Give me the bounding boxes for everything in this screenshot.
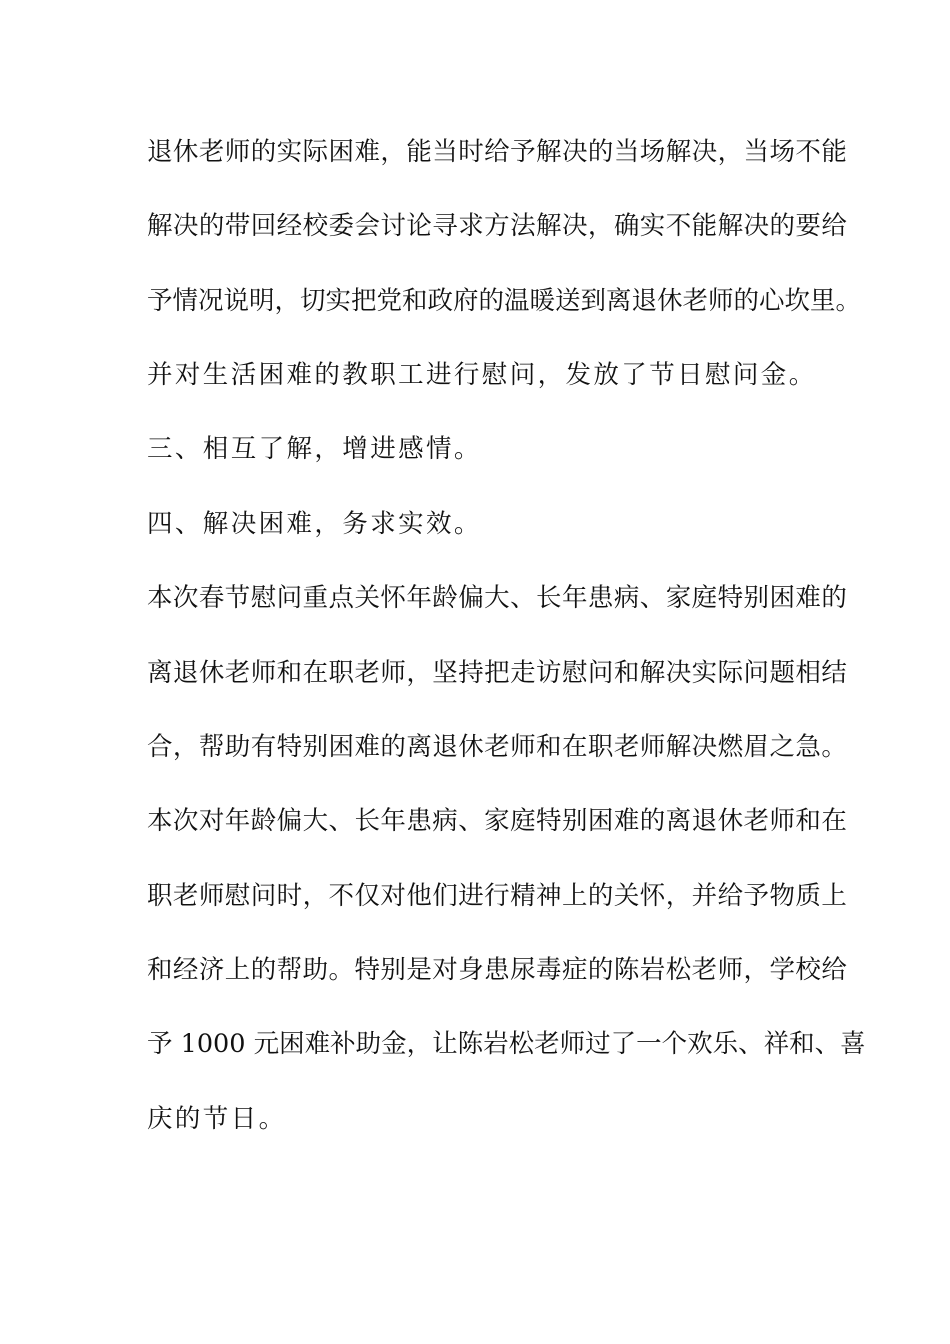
body-text-line: 本次春节慰问重点关怀年龄偏大、长年患病、家庭特别困难的 <box>147 583 848 613</box>
body-text-line: 解决的带回经校委会讨论寻求方法解决，确实不能解决的要给 <box>147 211 848 241</box>
section-heading-4: 四、解决困难，务求实效。 <box>147 509 482 539</box>
body-text-line: 合，帮助有特别困难的离退休老师和在职老师解决燃眉之急。 <box>147 732 848 762</box>
body-text-line: 并对生活困难的教职工进行慰问，发放了节日慰问金。 <box>147 360 817 390</box>
body-text-line: 职老师慰问时，不仅对他们进行精神上的关怀，并给予物质上 <box>147 881 848 911</box>
body-text-line: 庆的节日。 <box>147 1104 287 1134</box>
body-text-line: 和经济上的帮助。特别是对身患尿毒症的陈岩松老师，学校给 <box>147 955 848 985</box>
body-text-line: 退休老师的实际困难，能当时给予解决的当场解决，当场不能 <box>147 137 848 167</box>
body-text-line: 离退休老师和在职老师，坚持把走访慰问和解决实际问题相结 <box>147 658 848 688</box>
body-text-line: 予 1000 元困难补助金，让陈岩松老师过了一个欢乐、祥和、喜 <box>147 1029 866 1059</box>
section-heading-3: 三、相互了解，增进感情。 <box>147 434 482 464</box>
body-text-line: 本次对年龄偏大、长年患病、家庭特别困难的离退休老师和在 <box>147 806 848 836</box>
body-text-line: 予情况说明，切实把党和政府的温暖送到离退休老师的心坎里。 <box>147 286 862 316</box>
